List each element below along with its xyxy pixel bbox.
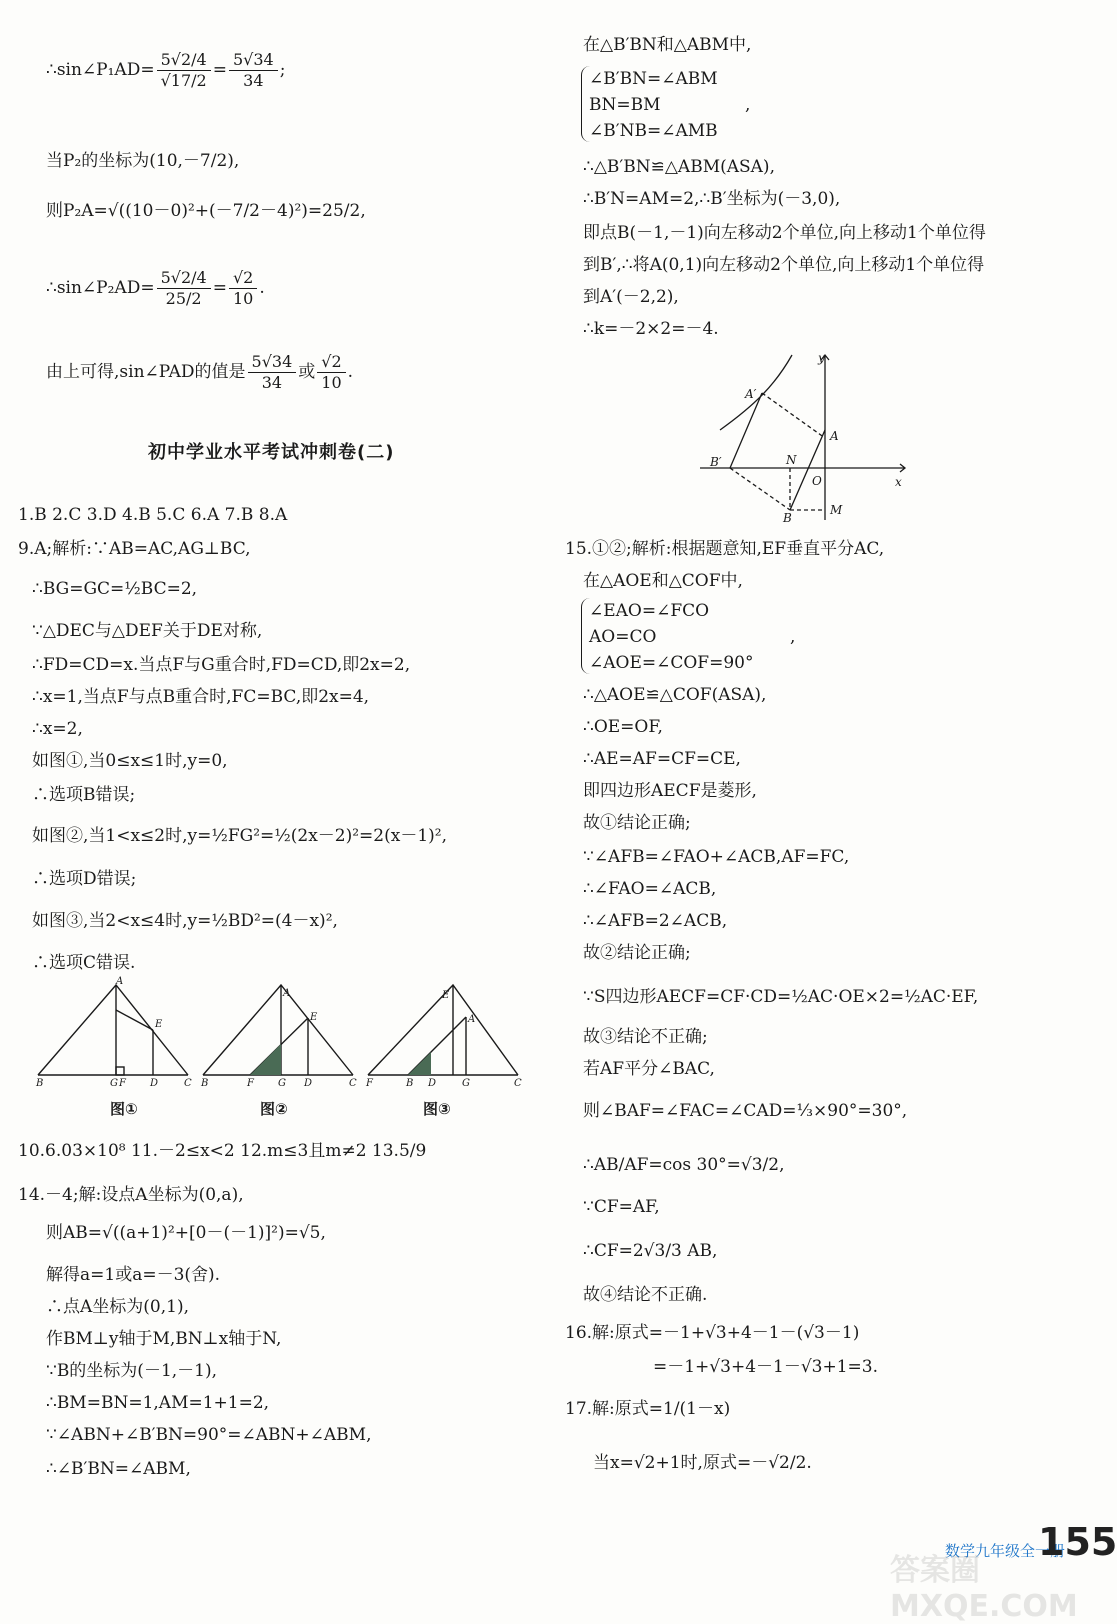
svg-text:A: A xyxy=(283,988,291,999)
brace-comma: , xyxy=(745,95,751,115)
fraction xyxy=(317,352,345,393)
svg-text:y: y xyxy=(818,351,825,365)
figure-2-caption: 图② xyxy=(260,1100,288,1118)
svg-text:C: C xyxy=(514,1078,522,1089)
semicolon: ; xyxy=(279,60,286,80)
svg-text:A: A xyxy=(830,429,839,443)
svg-text:D: D xyxy=(304,1078,313,1089)
q15-step: 故③结论不正确; xyxy=(583,1027,708,1047)
fraction-den: 10 xyxy=(321,373,342,392)
r-step: ∴B′N=AM=2,∴B′坐标为(－3,0), xyxy=(583,189,841,209)
fraction xyxy=(157,50,211,91)
q15-step: 则∠BAF=∠FAC=∠CAD=⅓×90°=30°, xyxy=(583,1101,908,1121)
q14-step: ∴点A坐标为(0,1), xyxy=(46,1297,189,1317)
sin-p2-label: ∴sin∠P₂AD= xyxy=(46,278,155,298)
r-step: ∴△B′BN≌△ABM(ASA), xyxy=(583,157,775,177)
svg-text:A′: A′ xyxy=(745,387,757,401)
q15-step: 即四边形AECF是菱形, xyxy=(583,781,757,801)
fraction-num: √2 xyxy=(229,268,257,289)
svg-text:O: O xyxy=(812,474,822,488)
svg-text:G: G xyxy=(278,1078,286,1089)
q15-step: ∴CF=2√3/3 AB, xyxy=(583,1241,718,1261)
triangle-outline xyxy=(38,985,188,1075)
brace-line: ∠B′BN=∠ABM xyxy=(589,69,718,89)
period: . xyxy=(259,278,265,298)
fraction-num: 5√2/4 xyxy=(157,268,211,289)
brace-content xyxy=(589,66,718,144)
r-step: 即点B(－1,－1)向左移动2个单位,向上移动1个单位得 xyxy=(583,223,986,243)
r-step: ∴k=－2×2=－4. xyxy=(583,319,719,339)
svg-text:F: F xyxy=(119,1078,126,1089)
period: . xyxy=(347,362,354,382)
q14-step: ∵∠ABN+∠B′BN=90°=∠ABN+∠ABM, xyxy=(46,1425,372,1445)
fraction-num: 5√2/4 xyxy=(157,50,211,71)
q15-step: 故②结论正确; xyxy=(583,943,691,963)
fraction-num: 5√34 xyxy=(229,50,278,71)
q9-step: 如图①,当0≤x≤1时,y=0, xyxy=(32,751,228,771)
svg-text:A: A xyxy=(468,1014,476,1025)
sin-p2-line xyxy=(46,268,265,309)
q9-step: ∴选项B错误; xyxy=(32,785,136,805)
q9-step: 如图③,当2<x≤4时,y=½BD²=(4－x)², xyxy=(32,911,338,931)
q14-step: 解得a=1或a=－3(舍). xyxy=(46,1265,221,1285)
svg-text:F: F xyxy=(247,1078,254,1089)
svg-text:E: E xyxy=(442,990,450,1001)
sin-p1-label: ∴sin∠P₁AD= xyxy=(46,60,155,80)
svg-text:C: C xyxy=(349,1078,357,1089)
brace-content xyxy=(589,598,753,676)
conclusion-text: 由上可得,sin∠PAD的值是 xyxy=(46,362,246,382)
svg-text:B′: B′ xyxy=(710,455,722,469)
sin-p1-line xyxy=(46,50,285,91)
q14-step: ∴∠B′BN=∠ABM, xyxy=(46,1459,191,1479)
svg-text:F: F xyxy=(366,1078,373,1089)
q16-line: =－1+√3+4－1－√3+1=3. xyxy=(653,1357,879,1377)
q9-step: ∴选项D错误; xyxy=(32,869,137,889)
q15-step: 故①结论正确; xyxy=(583,813,691,833)
q17-line: 17.解:原式=1/(1－x) xyxy=(565,1399,731,1419)
q15-heading: 15.①②;解析:根据题意知,EF垂直平分AC, xyxy=(565,539,885,559)
svg-text:A: A xyxy=(116,976,124,987)
p2-coordinate-line: 当P₂的坐标为(10,－7/2), xyxy=(46,151,240,171)
svg-text:B: B xyxy=(783,511,792,525)
fraction xyxy=(248,352,297,393)
q9-step: ∴x=2, xyxy=(32,719,83,739)
r-step: 到A′(－2,2), xyxy=(583,287,679,307)
q9-step: 如图②,当1<x≤2时,y=½FG²=½(2x－2)²=2(x－1)², xyxy=(32,826,447,846)
svg-text:B: B xyxy=(406,1078,414,1089)
q16-line: 16.解:原式=－1+√3+4－1－(√3－1) xyxy=(565,1323,860,1343)
svg-text:E: E xyxy=(310,1012,318,1023)
figure-1-caption: 图① xyxy=(110,1100,138,1118)
svg-text:D: D xyxy=(428,1078,437,1089)
fraction xyxy=(229,50,278,91)
q14-step: 作BM⊥y轴于M,BN⊥x轴于N, xyxy=(46,1329,282,1349)
watermark: 答案圈 MXQE.COM xyxy=(890,1553,1078,1624)
svg-text:G: G xyxy=(110,1078,118,1089)
svg-text:N: N xyxy=(786,453,797,467)
q15-step: 在△AOE和△COF中, xyxy=(583,571,743,591)
q9-step: ∴x=1,当点F与点B重合时,FC=BC,即2x=4, xyxy=(32,687,370,707)
q9-step: ∵△DEC与△DEF关于DE对称, xyxy=(32,621,263,641)
brace-line: BN=BM xyxy=(589,95,661,115)
q15-step: ∴OE=OF, xyxy=(583,717,663,737)
q15-step: ∴∠AFB=2∠ACB, xyxy=(583,911,728,931)
q15-step: ∴AB/AF=cos 30°=√3/2, xyxy=(583,1155,785,1175)
triangle-figures xyxy=(36,976,538,1090)
q15-step: 若AF平分∠BAC, xyxy=(583,1059,715,1079)
svg-text:D: D xyxy=(150,1078,159,1089)
svg-text:x: x xyxy=(895,475,902,489)
answers-10-13: 10.6.03×10⁸ 11.－2≤x<2 12.m≤3且m≠2 13.5/9 xyxy=(18,1141,427,1161)
q15-step: ∴△AOE≌△COF(ASA), xyxy=(583,685,767,705)
q15-step: ∴AE=AF=CF=CE, xyxy=(583,749,741,769)
fraction-num: √2 xyxy=(317,352,345,373)
q14-step: ∴BM=BN=1,AM=1+1=2, xyxy=(46,1393,270,1413)
q14-step: ∵B的坐标为(－1,－1), xyxy=(46,1361,218,1381)
fraction xyxy=(229,268,257,309)
fraction-den: 34 xyxy=(261,373,283,392)
coordinate-figure xyxy=(700,350,910,525)
q15-step: ∵∠AFB=∠FAO+∠ACB,AF=FC, xyxy=(583,847,850,867)
answers-1-8: 1.B 2.C 3.D 4.B 5.C 6.A 7.B 8.A xyxy=(18,505,288,525)
svg-text:M: M xyxy=(830,503,843,517)
q15-step: ∵CF=AF, xyxy=(583,1197,660,1217)
brace-line: ∠AOE=∠COF=90° xyxy=(589,653,754,673)
svg-text:B: B xyxy=(201,1078,209,1089)
r-step: 在△B′BN和△ABM中, xyxy=(583,35,752,55)
or-text: 或 xyxy=(298,362,316,382)
q14-heading: 14.－4;解:设点A坐标为(0,a), xyxy=(18,1185,244,1205)
brace-line: ∠EAO=∠FCO xyxy=(589,601,710,621)
svg-text:G: G xyxy=(462,1078,470,1089)
q17-line: 当x=√2+1时,原式=－√2/2. xyxy=(593,1453,812,1473)
fraction-den: 25/2 xyxy=(165,289,202,308)
fraction-num: 5√34 xyxy=(248,352,297,373)
svg-text:B: B xyxy=(36,1078,44,1089)
equals: = xyxy=(212,60,227,80)
q15-step: ∴∠FAO=∠ACB, xyxy=(583,879,717,899)
page-number: 155 xyxy=(1038,1520,1117,1564)
q9-heading: 9.A;解析:∵AB=AC,AG⊥BC, xyxy=(18,539,251,559)
svg-text:C: C xyxy=(184,1078,192,1089)
fraction-den: 34 xyxy=(243,71,264,90)
footer-label: 数学九年级全一册 xyxy=(945,1542,1066,1560)
q15-step: 故④结论不正确. xyxy=(583,1285,708,1305)
p2a-distance-line: 则P₂A=√((10－0)²+(－7/2－4)²)=25/2, xyxy=(46,201,366,221)
svg-text:E: E xyxy=(155,1019,163,1030)
q14-step: 则AB=√((a+1)²+[0－(－1)]²)=√5, xyxy=(46,1223,326,1243)
equals: = xyxy=(212,278,227,298)
q9-step: ∴BG=GC=½BC=2, xyxy=(32,579,198,599)
brace-line: AO=CO xyxy=(589,627,657,647)
brace-comma: , xyxy=(790,627,796,647)
conclusion-line xyxy=(46,352,353,393)
section-title: 初中学业水平考试冲刺卷(二) xyxy=(148,442,395,463)
q15-step: ∵S四边形AECF=CF·CD=½AC·OE×2=½AC·EF, xyxy=(583,987,979,1007)
fraction-den: 10 xyxy=(232,289,254,308)
brace-line: ∠B′NB=∠AMB xyxy=(589,121,718,141)
r-step: 到B′,∴将A(0,1)向左移动2个单位,向上移动1个单位得 xyxy=(583,255,985,275)
figure-3-caption: 图③ xyxy=(423,1100,451,1118)
fraction xyxy=(157,268,211,309)
q9-step: ∴FD=CD=x.当点F与G重合时,FD=CD,即2x=2, xyxy=(32,655,411,675)
fraction-den: √17/2 xyxy=(160,71,207,90)
q9-step: ∴选项C错误. xyxy=(32,953,136,973)
